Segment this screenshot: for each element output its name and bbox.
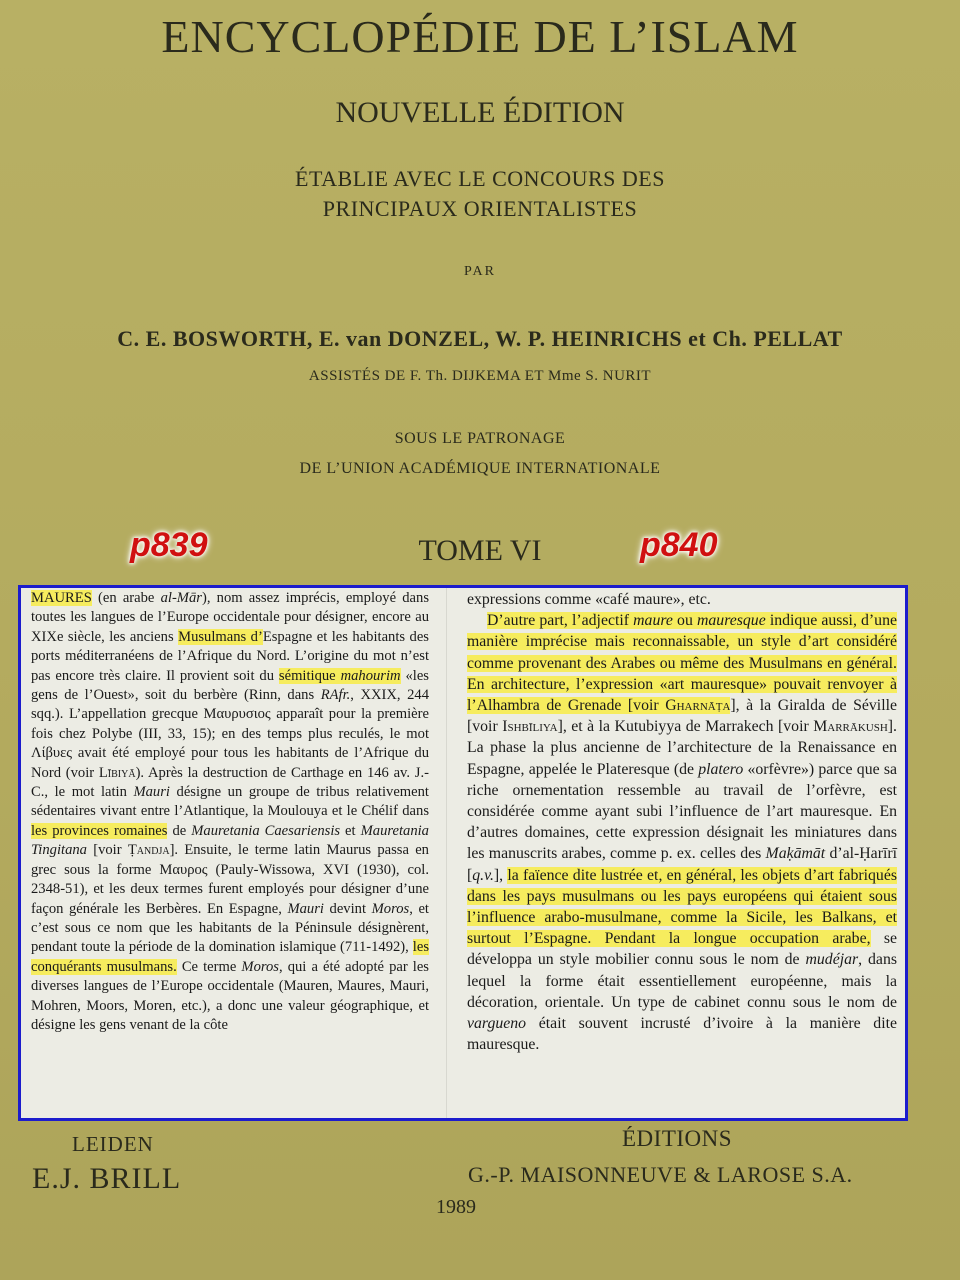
- left-paragraph: MAURES (en arabe al-Mār), nom assez imprécis, employé dans toutes les langues de l’Europe occidentale pour désigner, encore au XIXe siècle, les anciens Musulmans d’Espagne et les habitants des ports méditerranéens de l’Afrique du Nord. L’origine du mot n’est pas encore très claire. Il provient soit du sémitique mahourim «les gens de l’Ouest», soit du berbère (Rinn, dans RAfr., XXIX, 244 sqq.). L’appellation grecque Μαυρυσιος apparaît pour la première fois chez Polybe (III, 33, 15); en des temps plus reculés, le mot Λίβυες avait été employé pour tous les habitants de l’Afrique du Nord (voir Lībiyā). Après la destruction de Carthage en 146 av. J.-C., le mot latin Mauri désigne un groupe de tribus relativement sédentaires vivant entre l’Atlantique, la Moulouya et le Chélif dans les provinces romaines de Mauretania Caesariensis et Mauretania Tingitana [voir Ṭandja]. Ensuite, le terme latin Maurus passa en grec sous la forme Μαυρος (Pauly-Wissowa, XVI (1930), col. 2348-51), et les deux termes furent employés pour désigner d’une façon générale les Berbères. En Espagne, Mauri devint Moros, et c’est sous ce nom que les habitants de la Péninsule désignèrent, pendant toute la période de la domination islamique (711-1492), les conquérants musulmans. Ce terme Moros, qui a été adopté par les diverses langues de l’Europe occidentale (Mauren, Maures, Mauri, Mohren, Moors, Moren, etc.), a donc une valeur géographique, et désigne les gens venant de la côte: [31, 590, 429, 1033]
- highlight: Musulmans d’: [178, 628, 263, 645]
- authors-line: C. E. BOSWORTH, E. van DONZEL, W. P. HEINRICHS et Ch. PELLAT: [117, 326, 843, 351]
- column-gutter: [446, 588, 447, 1118]
- established-line-1: ÉTABLIE AVEC LE CONCOURS DES: [295, 166, 665, 191]
- assisted-line: ASSISTÉS DE F. Th. DIJKEMA ET Mme S. NURIT: [308, 368, 652, 384]
- publisher-name-right: G.-P. MAISONNEUVE & LAROSE S.A.: [468, 1162, 853, 1187]
- patronage-line-1: SOUS LE PATRONAGE: [394, 430, 566, 447]
- highlight: D’autre part, l’adjectif: [487, 612, 634, 630]
- left-column: [31, 589, 429, 1035]
- highlight: sémitique: [278, 667, 341, 684]
- by-label: PAR: [464, 264, 496, 279]
- patronage-line-2: DE L’UNION ACADÉMIQUE INTERNATIONALE: [299, 460, 661, 477]
- highlight: mahourim: [340, 667, 401, 684]
- highlight: les provinces romaines: [31, 822, 168, 839]
- publisher-city: LEIDEN: [72, 1132, 154, 1156]
- publisher-name-left: E.J. BRILL: [32, 1162, 182, 1195]
- page-tag-right: p840: [640, 526, 718, 564]
- editions-label: ÉDITIONS: [622, 1126, 733, 1151]
- headword: MAURES: [31, 590, 92, 606]
- right-paragraph-1: expressions comme «café maure», etc.: [467, 591, 711, 608]
- page-tag-left: p839: [130, 526, 208, 564]
- cover-title: ENCYCLOPÉDIE DE L’ISLAM: [161, 11, 799, 62]
- cover-subtitle: NOUVELLE ÉDITION: [335, 96, 625, 129]
- right-paragraph-2: D’autre part, l’adjectif maure ou mauresque indique aussi, d’une manière imprécise mais reconnaissable, un style d’art considéré comme provenant des Arabes ou même des Musulmans en général. En architecture, l’expression «art mauresque» pouvait renvoyer à l’Alhambra de Grenade [voir Gharnāṭa], à la Giralda de Séville [voir Ishbīliya], et à la Kutubiyya de Marrakech [voir Marrākush]. La phase la plus ancienne de l’architecture de la Renaissance en Espagne, appelée le Plateresque (de platero «orfèvre») parce que sa riche ornementation ressemble au travail de l’orfèvre, est considérée comme ayant subi l’influence de l’art mauresque. En d’autres domaines, cette expression désignait les miniatures dans les manuscrits arabes, comme p. ex. celles des Maḳāmāt d’al-Ḥarīrī [q.v.], la faïence dite lustrée et, en général, les objets d’art fabriqués dans les pays musulmans ou les pays européens qui étaient sous l’influence arabo-musulmane, comme la Sicile, les Balkans, et surtout l’Espagne. Pendant la longue occupation arabe, se développa un style mobilier connu sous le nom de mudéjar, dans lequel la forme était essentiellement européenne, mais la décoration, orientale. Un type de cabinet connu sous le nom de vargueno était souvent incrusté d’ivoire à la manière dite mauresque.: [467, 612, 897, 1054]
- established-line-2: PRINCIPAUX ORIENTALISTES: [322, 196, 638, 221]
- publication-year: 1989: [436, 1196, 476, 1218]
- highlight: la faïence dite lustrée et, en général, les objets d’art fabriqués dans les pays musulmans ou les pays européens qui étaient sous l’influence arabo-musulmane, comme la Sicile, les Balkans, et surtout l’Espagne. Pendant la longue occupation arabe,: [467, 866, 897, 948]
- tome-label: TOME VI: [418, 534, 542, 567]
- right-column: [467, 589, 897, 1055]
- highlight: les conquérants musulmans.: [31, 939, 429, 975]
- excerpt-frame: [18, 585, 908, 1121]
